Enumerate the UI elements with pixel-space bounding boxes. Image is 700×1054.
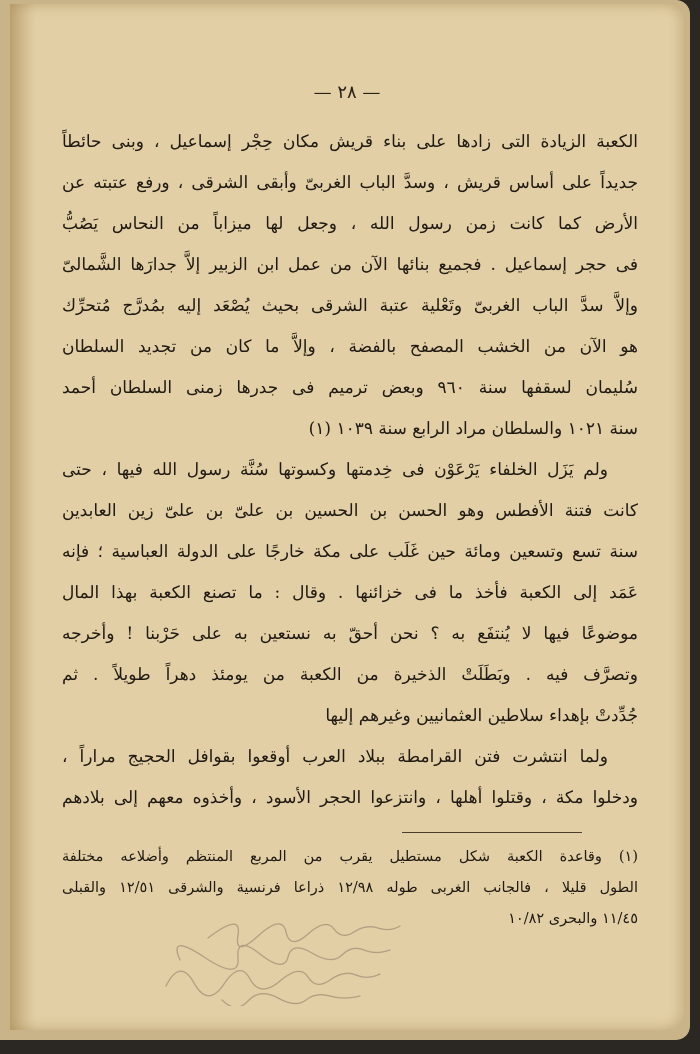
text-line: سُليمان لسقفها سنة ٩٦٠ وبعض ترميم فى جدرها زمنى السلطان أحمد: [62, 378, 638, 398]
text-line: الأرض كما كانت زمن رسول الله ، وجعل لها ميزاباً من النحاس يَصُبُّ: [62, 214, 638, 234]
text-line: الكعبة الزيادة التى زادها على بناء قريش مكان حِجْر إسماعيل ، وبنى حائطاً: [62, 132, 638, 152]
page-number: — ٢٨ —: [313, 82, 381, 103]
handwritten-annotation: [40, 916, 420, 1006]
text-line: جديداً على أساس قريش ، وسدَّ الباب الغربىّ وأبقى الشرقى ، ورفع عتبته عن: [62, 173, 638, 193]
text-line: وتصرَّف فيه . وبَطَلَتْ الذخيرة من الكعبة من يومئذ دهراً طويلاً . ثم: [62, 665, 638, 685]
text-line: ولم يَزَل الخلفاء يَرْعَوْن فى خِدمتها وكسوتها سُنَّة رسول الله فيها ، حتى: [62, 460, 608, 480]
page-gutter: [10, 4, 36, 1030]
text-line: هو الآن من الخشب المصفح بالفضة ، وإلاَّ ما كان من تجديد السلطان: [62, 337, 638, 357]
text-line: فى حجر إسماعيل . فجميع بنائها الآن من عمل ابن الزبير إلاَّ جدارَها الشَّمالىّ: [62, 255, 638, 275]
footnote-rule: [402, 832, 582, 833]
footnote-line: ١١/٤٥ والبحرى ١٠/٨٢: [508, 911, 638, 927]
book-page: [10, 4, 684, 1030]
text-line: عَمَد إلى الكعبة فأخذ ما فى خزائنها . وقال : ما تصنع الكعبة بهذا المال: [62, 583, 638, 603]
text-line: وإلاَّ سدَّ الباب الغربىّ وتَعْلية عتبة الشرقى بحيث يُصْعَد إليه بمُدرَّج مُتحرِّك: [62, 296, 638, 316]
footnote-line: (١) وقاعدة الكعبة شكل مستطيل يقرب من المربع المنتظم وأضلاعه مختلفة: [62, 849, 638, 865]
text-line: ودخلوا مكة ، وقتلوا أهلها ، وانتزعوا الحجر الأسود ، وأخذوه معهم إلى بلادهم: [62, 788, 638, 808]
text-line: سنة ١٠٢١ والسلطان مراد الرابع سنة ١٠٣٩ (١): [308, 419, 638, 439]
text-line: كانت فتنة الأفطس وهو الحسن بن الحسين بن علىّ بن علىّ زين العابدين: [62, 501, 638, 521]
body-text: [62, 122, 638, 819]
text-line: سنة تسع وتسعين ومائة حين غَلَب على مكة خارجًا على الدولة العباسية ؛ فإنه: [62, 542, 638, 562]
text-line: جُدِّدتْ بإهداء سلاطين العثمانيين وغيرهم إليها: [325, 706, 638, 726]
text-line: موضوعًا فيها لا يُنتفَع به ؟ نحن أحقّ به نستعين به على حَرْبنا ! وأخرجه: [62, 624, 638, 644]
text-line: ولما انتشرت فتن القرامطة ببلاد العرب أوقعوا بقوافل الحجيج مراراً ،: [62, 747, 608, 767]
footnote-line: الطول قليلا ، فالجانب الغربى طوله ١٢/٩٨ ذراعا فرنسية والشرقى ١٢/٥١ والقبلى: [62, 880, 638, 896]
